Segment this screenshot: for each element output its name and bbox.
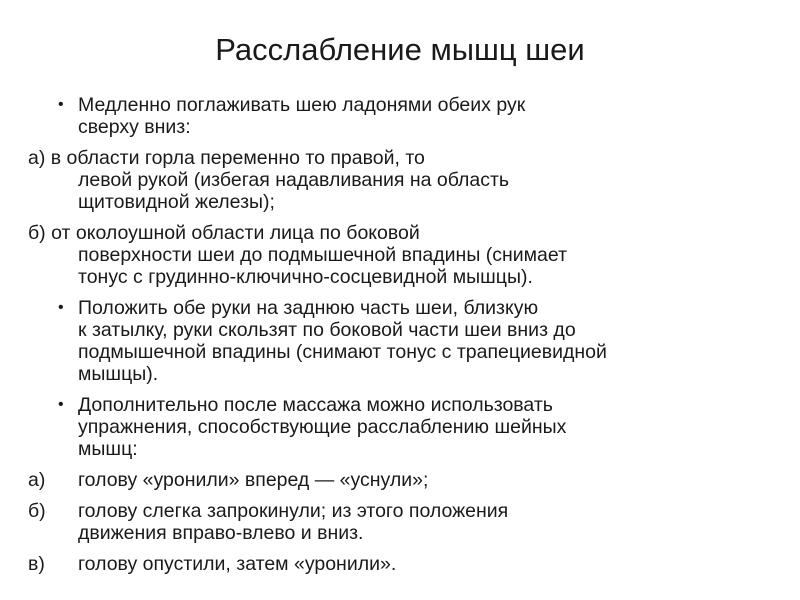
slide-body — [28, 94, 758, 584]
text-line: к затылку, руки скользят по боковой части шеи вниз до — [78, 319, 576, 341]
text-line: Медленно поглаживать шею ладонями обеих рук — [78, 94, 526, 116]
text-line: мышц: — [78, 438, 138, 460]
bullet-item — [28, 394, 758, 460]
text-line: голову слегка запрокинули; из этого положения — [78, 500, 509, 522]
text-line: движения вправо-влево и вниз. — [78, 522, 364, 544]
sub-item-a — [28, 147, 758, 213]
exercise-item-b — [28, 500, 758, 544]
bullet-item — [28, 297, 758, 385]
bullet-marker: • — [58, 96, 64, 113]
text-line: голову опустили, затем «уронили». — [78, 553, 397, 575]
exercise-item-a — [28, 469, 758, 491]
list-marker: б) — [28, 500, 46, 522]
slide-title: Расслабление мышц шеи — [215, 32, 585, 67]
text-line: а) в области горла переменно то правой, то — [28, 147, 425, 169]
sub-item-b — [28, 222, 758, 288]
text-line: щитовидной железы); — [78, 191, 275, 213]
text-line: поверхности шеи до подмышечной впадины (снимает — [78, 244, 568, 266]
text-line: тонус с грудинно-ключично-сосцевидной мышцы). — [78, 266, 533, 288]
text-line: левой рукой (избегая надавливания на область — [78, 169, 510, 191]
text-line: упражнения, способствующие расслаблению шейных — [78, 416, 567, 438]
list-marker: в) — [28, 553, 45, 575]
text-line: подмышечной впадины (снимают тонус с трапециевидной — [78, 341, 607, 363]
bullet-marker: • — [58, 299, 64, 316]
text-line: Дополнительно после массажа можно использовать — [78, 394, 553, 416]
bullet-marker: • — [58, 396, 64, 413]
exercise-item-v — [28, 553, 758, 575]
text-line: голову «уронили» вперед — «уснули»; — [78, 469, 429, 491]
text-line: мышцы). — [78, 363, 159, 385]
text-line: сверху вниз: — [78, 116, 191, 138]
bullet-item — [28, 94, 758, 138]
text-line: б) от околоушной области лица по боковой — [28, 222, 420, 244]
list-marker: а) — [28, 469, 46, 491]
text-line: Положить обе руки на заднюю часть шеи, близкую — [78, 297, 539, 319]
